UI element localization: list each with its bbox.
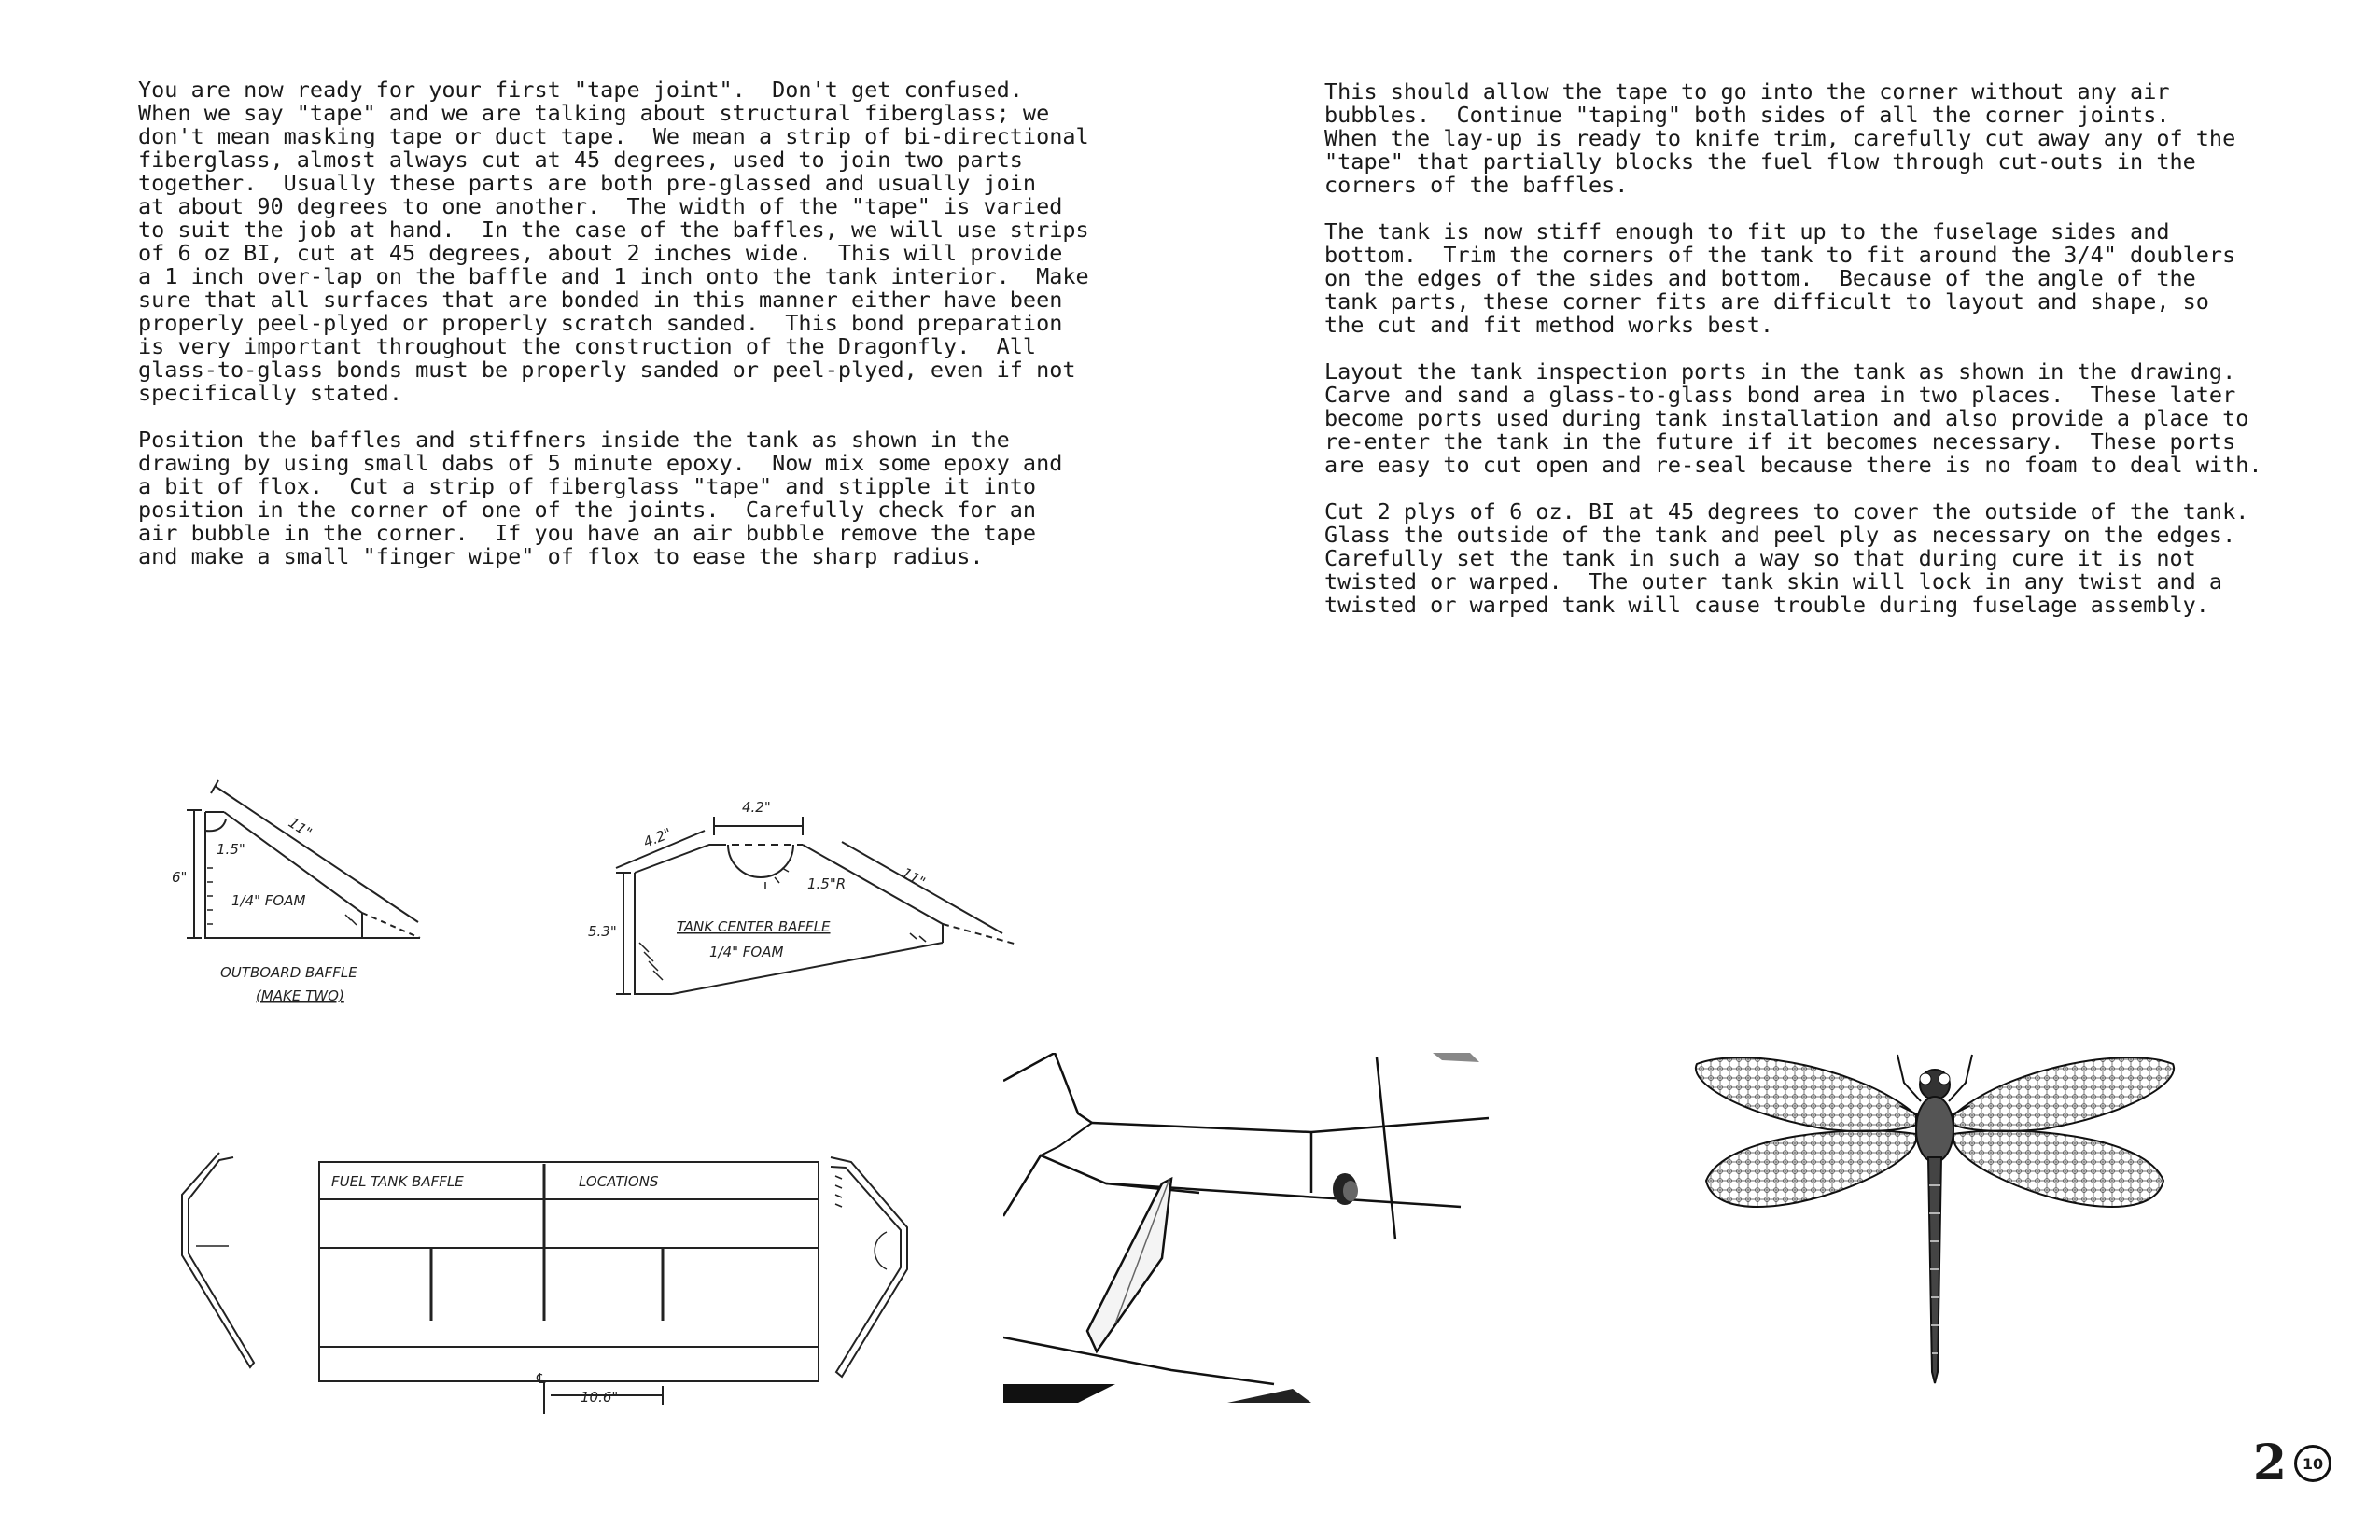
tank-baffle-photo xyxy=(1003,1053,1489,1403)
locations-centerline: ℄ xyxy=(535,1370,548,1387)
outboard-caption-make-two: (MAKE TWO) xyxy=(256,987,344,1004)
page-number xyxy=(2252,1435,2331,1491)
outboard-dim-height: 6" xyxy=(172,869,188,886)
center-dim-radius: 1.5"R xyxy=(807,875,847,892)
locations-label-left: FUEL TANK BAFFLE xyxy=(331,1173,464,1190)
center-dim-right-slope: 11" xyxy=(899,863,929,891)
center-dim-top: 4.2" xyxy=(742,799,771,816)
paragraph-air-bubbles: This should allow the tape to go into the corner without any air bubbles. Continue "taping" both sides of all the corner joints. When the lay-up is ready to knife trim, carefully cut away any of the "tape" that partially blocks the fuel flow through cut-outs in the corners of the baffles. xyxy=(1324,78,2236,198)
outboard-baffle-drawing xyxy=(159,765,457,1027)
center-title: TANK CENTER BAFFLE xyxy=(677,918,831,935)
center-dim-height: 5.3" xyxy=(588,923,617,940)
baffle-locations-drawing xyxy=(177,1143,943,1423)
right-text-column xyxy=(1324,80,2360,640)
center-dim-left-slope: 4.2" xyxy=(640,824,675,851)
paragraph-fit-tank: The tank is now stiff enough to fit up to the fuselage sides and bottom. Trim the corners of the tank to fit around the 3/4" doublers on the edges of the sides and bottom. Because of the angle of the tank parts, these corner fits are difficult to layout and shape, so the cut and fit method works best. xyxy=(1324,218,2236,338)
page-number-main: 2 xyxy=(2252,1435,2287,1491)
outboard-dim-hyp: 11" xyxy=(285,814,315,842)
paragraph-inspection-ports: Layout the tank inspection ports in the tank as shown in the drawing. Carve and sand a glass-to-glass bond area in two places. These later become ports used during tank installation and also provide a place to re-enter the tank in the future if it becomes necessary. These ports are easy to cut open and re-seal because there is no foam to deal with. xyxy=(1324,358,2262,478)
left-text-column xyxy=(138,78,1165,592)
paragraph-position-baffles: Position the baffles and stiffners inside the tank as shown in the drawing by using small dabs of 5 minute epoxy. Now mix some epoxy and a bit of flox. Cut a strip of fiberglass "tape" and stipple it into position in the corner of one of the joints. Carefully check for an air bubble in the corner. If you have an air bubble remove the tape and make a small "finger wipe" of flox to ease the sharp radius. xyxy=(138,427,1063,569)
outboard-material: 1/4" FOAM xyxy=(231,892,306,909)
center-baffle-drawing xyxy=(588,784,1027,1008)
outboard-caption: OUTBOARD BAFFLE xyxy=(220,964,357,981)
center-material: 1/4" FOAM xyxy=(709,944,784,960)
page-number-sub: 10 xyxy=(2294,1445,2331,1482)
locations-dim: 10.6" xyxy=(581,1389,619,1406)
paragraph-outer-skin: Cut 2 plys of 6 oz. BI at 45 degrees to cover the outside of the tank. Glass the outside of the tank and peel ply as necessary on the edges. Carefully set the tank in such a way so that during cure it is not twisted or warped. The outer tank skin will lock in any twist and a twisted or warped tank will cause trouble during fuselage assembly. xyxy=(1324,498,2249,618)
locations-label-right: LOCATIONS xyxy=(579,1173,659,1190)
dragonfly-illustration xyxy=(1687,1045,2182,1400)
outboard-dim-corner: 1.5" xyxy=(217,841,245,858)
paragraph-tape-joint: You are now ready for your first "tape joint". Don't get confused. When we say "tape" and we are talking about structural fiberglass; we don't mean masking tape or duct tape. We mean a strip of bi-directional fiberglass, almost always cut at 45 degrees, used to join two parts together. Usually these parts are both pre-glassed and usually join at about 90 degrees to one another. The width of the "tape" is varied to suit the job at hand. In the case of the baffles, we will use strips of 6 oz BI, cut at 45 degrees, about 2 inches wide. This will provide a 1 inch over-lap on the baffle and 1 inch onto the tank interior. Make sure that all surfaces that are bonded in this manner either have been properly peel-plyed or properly scratch sanded. This bond preparation is very important throughout the construction of the Dragonfly. All glass-to-glass bonds must be properly sanded or peel-plyed, even if not specifically stated. xyxy=(138,77,1089,406)
